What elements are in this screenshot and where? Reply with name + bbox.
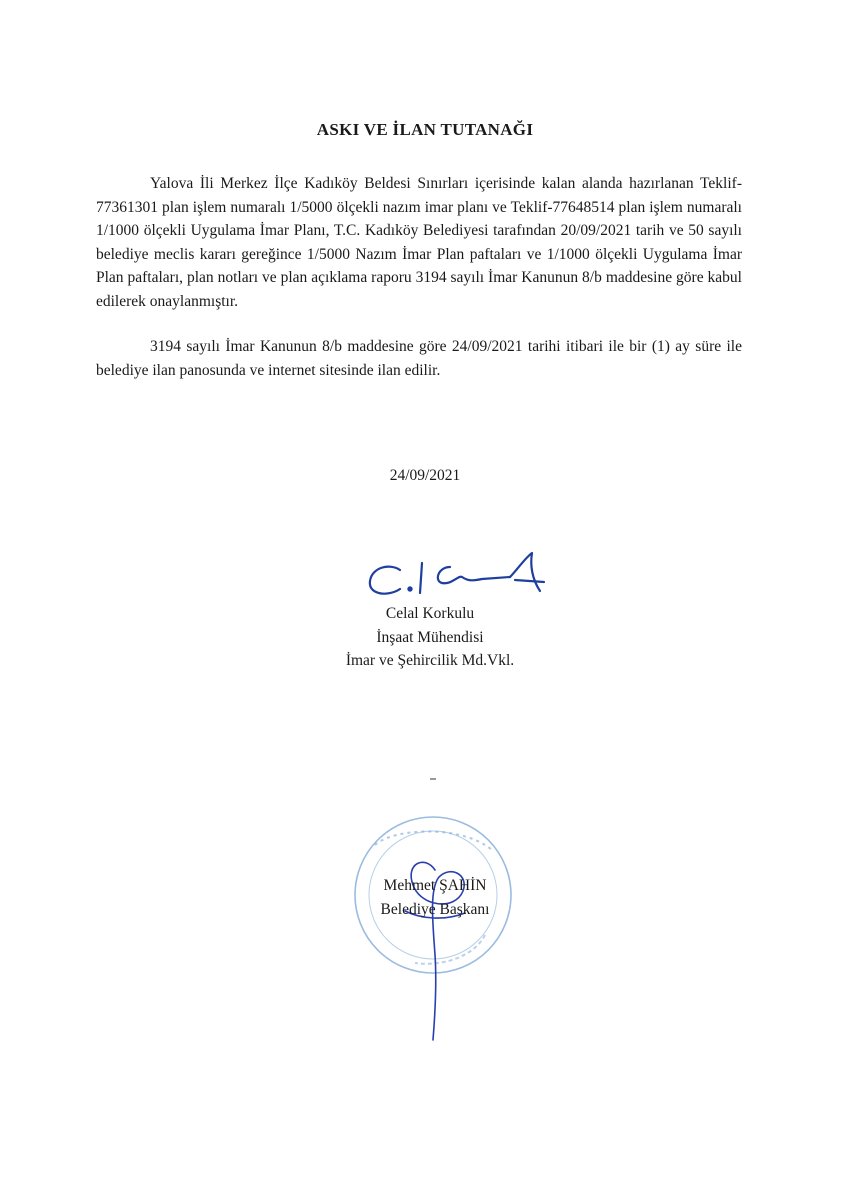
document-title: ASKI VE İLAN TUTANAĞI	[316, 120, 534, 139]
municipal-seal	[335, 815, 535, 1045]
document-date: 24/09/2021	[389, 467, 461, 484]
signatory-name: Celal Korkulu	[385, 605, 475, 622]
paragraph-announcement: 3194 sayılı İmar Kanunun 8/b maddesine göre 24/09/2021 tarihi itibari ile bir (1) ay süre ile belediye ilan panosunda ve internet sitesinde ilan edilir.	[96, 338, 742, 379]
mayor-role: Belediye Başkanı	[380, 900, 490, 918]
signatory-role: İnşaat Mühendisi	[376, 628, 484, 646]
signatory-block-2	[330, 874, 540, 921]
paragraph-approval: Yalova İli Merkez İlçe Kadıköy Beldesi Sınırları içerisinde kalan alanda hazırlanan Teklif-77361301 plan işlem numaralı 1/5000 ölçekli nazım imar planı ve Teklif-77648514 plan işlem numaralı 1/1000 ölçekli Uygulama İmar Planı, T.C. Kadıköy Belediyesi tarafından 20/09/2021 tarih ve 50 sayılı belediye meclis kararı gereğince 1/5000 Nazım İmar Plan paftaları ve 1/1000 ölçekli Uygulama İmar Plan paftaları, plan notları ve plan açıklama raporu 3194 sayılı İmar Kanunun 8/b maddesine göre kabul edilerek onaylanmıştır.	[96, 175, 742, 310]
signature-celal-korkulu	[360, 545, 550, 605]
signatory-block-1	[300, 602, 560, 673]
scan-mark	[430, 778, 436, 780]
mayor-name: Mehmet ŞAHİN	[383, 877, 487, 894]
signatory-office: İmar ve Şehircilik Md.Vkl.	[345, 652, 515, 669]
